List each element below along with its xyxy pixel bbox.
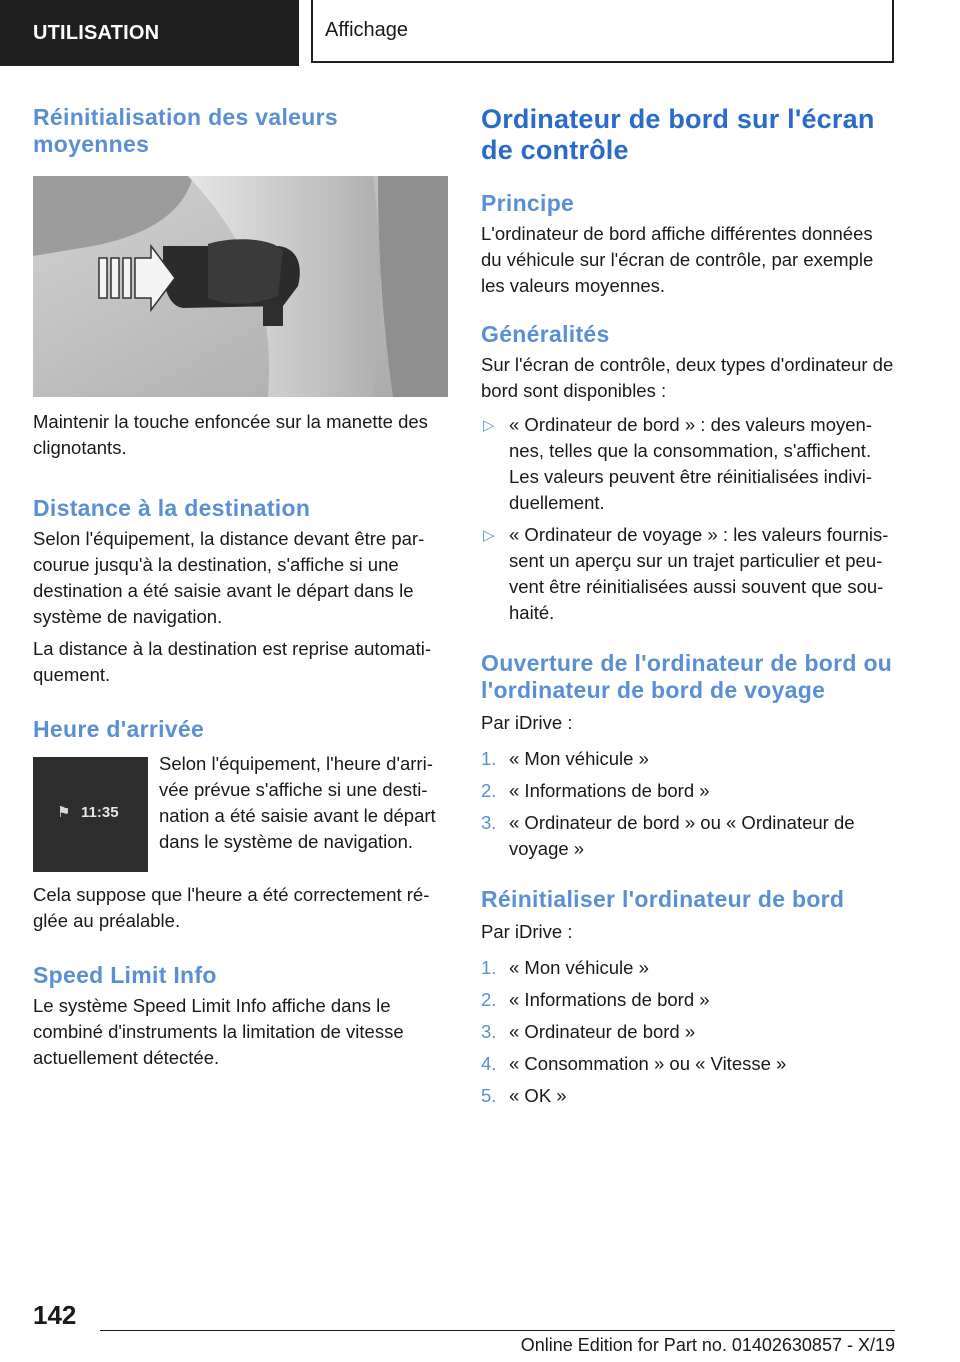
page-number: 142 — [33, 1300, 77, 1330]
list-item: 1. « Mon véhicule » — [481, 748, 649, 769]
open-computer-heading: Ouverture de l'ordinateur de bord ou l'ordinateur de bord de voyage — [481, 650, 893, 703]
section-tab — [0, 0, 299, 66]
distance-paragraph-2: La distance à la destination est reprise automati-quement. — [33, 638, 431, 685]
triangle-bullet-icon: ▷ — [483, 417, 495, 434]
main-heading: Ordinateur de bord sur l'écran de contrôle — [481, 104, 875, 165]
footer-edition — [100, 1335, 895, 1356]
list-item: 5. « OK » — [481, 1085, 567, 1106]
flag-icon: ⚑ — [57, 804, 71, 821]
arrival-time-display — [33, 757, 148, 872]
list-item: 2. « Informations de bord » — [481, 780, 710, 801]
turn-signal-lever-illustration — [33, 176, 448, 397]
reset-caption: Maintenir la touche enfoncée sur la manette des clignotants. — [33, 411, 428, 458]
arrival-paragraph: Selon l'équipement, l'heure d'arri-vée prévue s'affiche si une desti-nation a été saisie avant le départ dans le système de navigation. — [159, 753, 436, 852]
topic-label: Affichage — [325, 19, 409, 41]
left-column — [33, 100, 448, 1071]
arrival-block — [33, 751, 448, 872]
list-item: ▷ « Ordinateur de voyage » : les valeurs fournis-sent un aperçu sur un trajet particulier et peu-vent être réinitialisées aussi souvent que sou-haité. — [483, 524, 889, 623]
principle-heading: Principe — [481, 190, 575, 216]
arrival-time-value: 11:35 — [81, 804, 119, 821]
distance-heading: Distance à la destination — [33, 495, 311, 521]
reset-steps — [481, 955, 896, 1109]
speed-limit-heading: Speed Limit Info — [33, 962, 217, 988]
list-item: 1. « Mon véhicule » — [481, 957, 649, 978]
general-paragraph: Sur l'écran de contrôle, deux types d'ordinateur de bord sont disponibles : — [481, 354, 894, 401]
edition-text: Online Edition for Part no. 01402630857 - X/19 — [520, 1335, 895, 1355]
open-intro: Par iDrive : — [481, 712, 573, 733]
right-column — [481, 100, 896, 1109]
list-item: 2. « Informations de bord » — [481, 989, 710, 1010]
list-item: 4. « Consommation » ou « Vitesse » — [481, 1053, 787, 1074]
speed-limit-paragraph: Le système Speed Limit Info affiche dans le combiné d'instruments la limitation de vitesse actuellement détectée. — [33, 995, 404, 1068]
reset-computer-heading: Réinitialiser l'ordinateur de bord — [481, 886, 845, 912]
list-item: ▷ « Ordinateur de bord » : des valeurs moyen-nes, telles que la consommation, s'affichent. Les valeurs peuvent être réinitialisées indivi-duellement. — [483, 414, 872, 513]
arrival-paragraph-2: Cela suppose que l'heure a été correctement ré-glée au préalable. — [33, 884, 430, 931]
distance-paragraph-1: Selon l'équipement, la distance devant être par-courue jusqu'à la destination, s'affiche si une destination a été saisie avant le départ dans le système de navigation. — [33, 528, 425, 627]
principle-paragraph: L'ordinateur de bord affiche différentes données du véhicule sur l'écran de contrôle, par exemple les valeurs moyennes. — [481, 223, 874, 296]
section-label: UTILISATION — [33, 21, 160, 44]
reset-averages-heading: Réinitialisation des valeurs moyennes — [33, 104, 338, 157]
list-item: 3. « Ordinateur de bord » — [481, 1021, 696, 1042]
general-bullets — [481, 412, 896, 626]
footer-divider — [100, 1330, 895, 1331]
triangle-bullet-icon: ▷ — [483, 527, 495, 544]
arrival-heading: Heure d'arrivée — [33, 716, 205, 742]
topic-tab — [311, 0, 894, 63]
general-heading: Généralités — [481, 321, 610, 347]
open-steps — [481, 746, 896, 862]
list-item: 3. « Ordinateur de bord » ou « Ordinateur de voyage » — [481, 812, 855, 859]
reset-intro: Par iDrive : — [481, 921, 573, 942]
